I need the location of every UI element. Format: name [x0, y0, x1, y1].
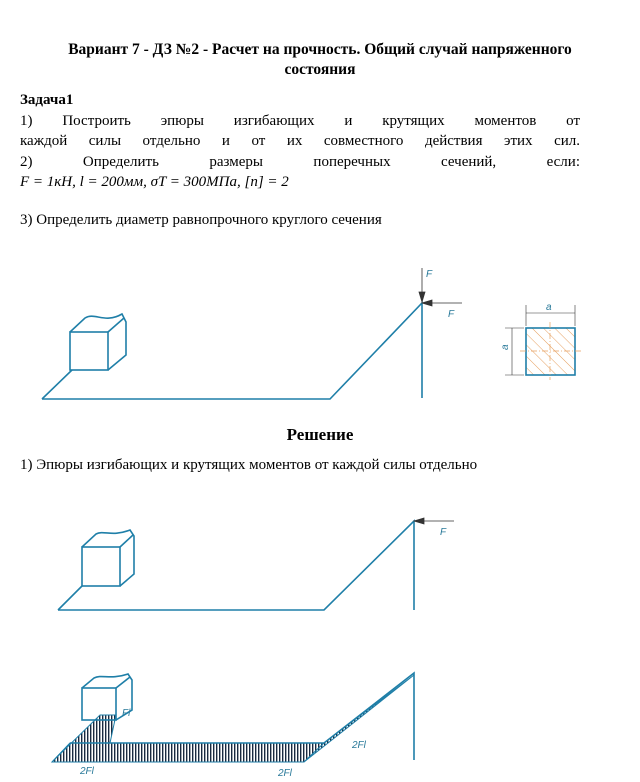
formula-safety: [n] = 2	[244, 174, 289, 190]
task-step-1b: каждой силы отдельно и от их совместного действия этих сил.	[20, 133, 580, 149]
cross-section	[505, 305, 581, 380]
section-width-label: a	[546, 302, 552, 313]
moment-2fl-left-label: 2Fl	[80, 766, 94, 777]
figure-2-frame	[58, 521, 414, 610]
formula-stress: σT = 300МПа,	[150, 174, 241, 190]
title-line-2: состояния	[284, 61, 356, 78]
force-vertical-label: F	[426, 269, 433, 280]
task-step-3: 3) Определить диаметр равнопрочного круглого сечения	[20, 212, 382, 228]
moment-2fl-mid-label: 2Fl	[278, 768, 292, 779]
force-horizontal-label: F	[448, 309, 455, 320]
frame-1-support-box	[70, 332, 108, 370]
solution-heading: Решение	[286, 425, 354, 444]
task-heading: Задача1	[20, 92, 74, 108]
moment-2fl-right-label: 2Fl	[352, 740, 366, 751]
title-line-1: Вариант 7 - ДЗ №2 - Расчет на прочность. Общий случай напряженного	[68, 41, 572, 58]
figure-1-frame	[42, 303, 422, 399]
task-step-1a: 1) Построить эпюры изгибающих и крутящих моментов от	[20, 113, 580, 129]
section-height-label: a	[500, 344, 511, 350]
moment-fl-label: Fl	[122, 708, 131, 719]
formula-length: l = 200мм,	[79, 174, 147, 190]
solution-step-1: 1) Эпюры изгибающих и крутящих моментов от каждой силы отдельно	[20, 457, 478, 473]
figure-2-load	[414, 518, 454, 524]
formula-force: F = 1кН,	[20, 174, 76, 190]
figure-2-force-label: F	[440, 527, 447, 538]
moment-diagram-base	[52, 743, 324, 762]
task-step-2: 2) Определить размеры поперечных сечений, если:	[20, 154, 580, 170]
